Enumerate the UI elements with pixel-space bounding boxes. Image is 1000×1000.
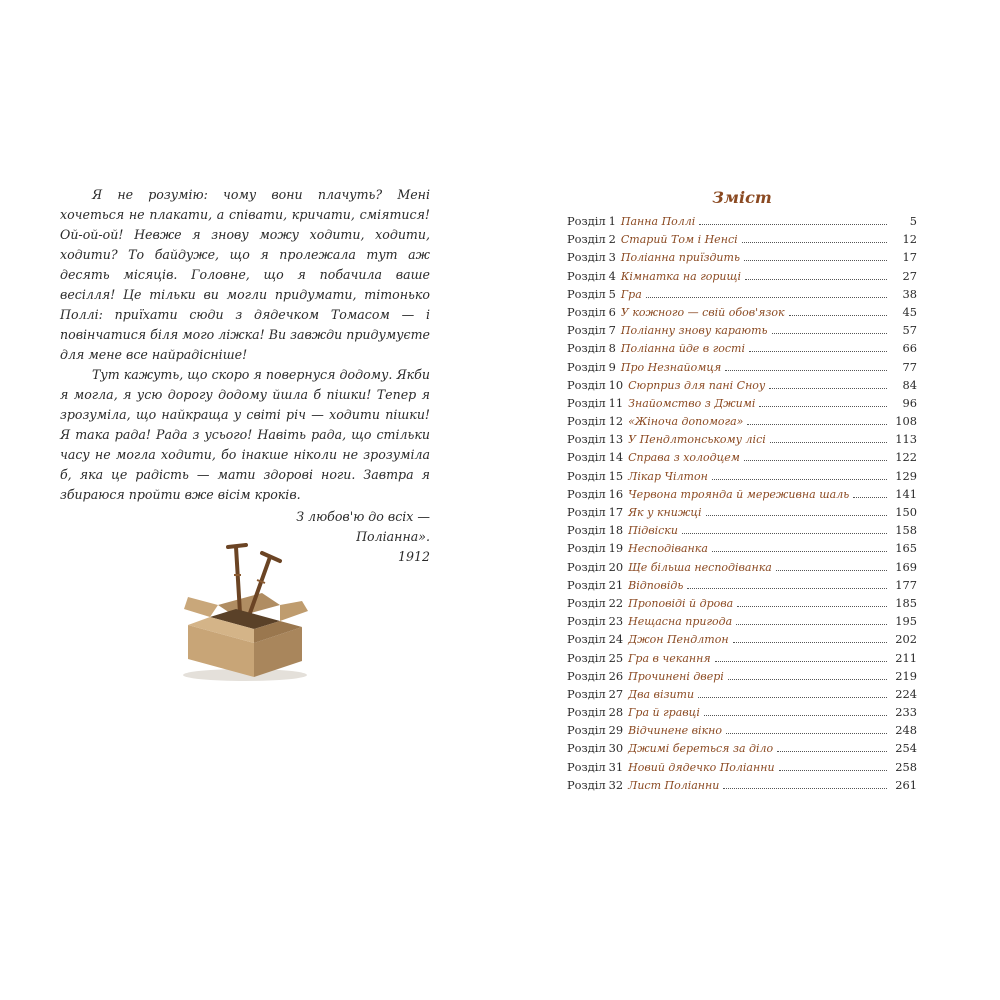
toc-leader-dots <box>777 751 887 752</box>
toc-entry-label <box>567 414 623 428</box>
toc-entry-number: 20 <box>608 559 624 574</box>
toc-entry-word: Розділ <box>567 214 606 228</box>
toc-entry-word: Розділ <box>567 650 606 665</box>
toc-leader-dots <box>747 424 887 425</box>
toc-entry-page: 66 <box>902 341 917 356</box>
toc-entry-title: Поліанну знову карають <box>620 324 768 338</box>
toc-entry-word: Розділ <box>567 777 606 792</box>
toc-entry <box>567 469 917 487</box>
toc-entry-word: Розділ <box>567 468 606 483</box>
toc-entry-word: Розділ <box>567 723 606 738</box>
toc-entry-title: Відчинене вікно <box>628 724 723 738</box>
toc-leader-dots <box>770 442 887 443</box>
toc-entry-number: 11 <box>608 395 624 410</box>
toc-entry-number: 6 <box>608 304 616 319</box>
toc-entry-label <box>567 687 623 701</box>
toc-entry-label <box>567 632 623 646</box>
table-of-contents <box>567 188 917 796</box>
toc-entry-word: Розділ <box>567 686 606 701</box>
toc-entry-title: Несподіванка <box>628 542 708 556</box>
toc-entry-number: 25 <box>608 650 624 665</box>
toc-entry-page: 195 <box>895 614 917 629</box>
toc-entry-page: 17 <box>902 250 917 265</box>
toc-entry <box>567 578 917 596</box>
toc-entry-number: 3 <box>608 250 616 265</box>
toc-entry-word: Розділ <box>567 705 606 720</box>
toc-entry <box>567 323 917 341</box>
toc-entry-number: 9 <box>608 359 616 374</box>
toc-entry-number: 2 <box>608 232 616 247</box>
toc-entry <box>567 523 917 541</box>
toc-entry-label <box>567 505 623 519</box>
toc-entry-title: Старий Том і Ненсі <box>620 233 738 247</box>
toc-entry-page: 77 <box>902 359 917 374</box>
toc-entry <box>567 378 917 396</box>
toc-leader-dots <box>749 351 887 352</box>
toc-leader-dots <box>772 333 887 334</box>
toc-entry-word: Розділ <box>567 523 606 538</box>
toc-entry-page: 108 <box>895 414 917 429</box>
toc-entry-number: 24 <box>608 632 624 647</box>
toc-entry-number: 27 <box>608 686 624 701</box>
toc-entry <box>567 778 917 796</box>
toc-entry-label <box>567 214 616 228</box>
toc-entry <box>567 760 917 778</box>
toc-entry <box>567 705 917 723</box>
toc-entry-label <box>567 360 616 374</box>
letter-closing: З любов'ю до всіх — <box>296 509 430 524</box>
toc-leader-dots <box>776 570 887 571</box>
toc-entry-number: 19 <box>608 541 624 556</box>
toc-entry-number: 16 <box>608 486 624 501</box>
toc-leader-dots <box>646 297 887 298</box>
toc-entry-number: 21 <box>608 577 624 592</box>
toc-entry <box>567 396 917 414</box>
toc-entry-title: Справа з холодцем <box>628 451 740 465</box>
toc-entry-number: 26 <box>608 668 624 683</box>
toc-entry-label <box>567 469 623 483</box>
toc-entry-word: Розділ <box>567 595 606 610</box>
toc-entry-title: Сюрприз для пані Сноу <box>628 378 766 392</box>
toc-entry-page: 150 <box>895 505 917 519</box>
toc-entry-label <box>567 523 623 537</box>
toc-entry-number: 5 <box>608 286 616 301</box>
toc-leader-dots <box>744 260 887 261</box>
toc-entry-number: 10 <box>608 377 624 392</box>
toc-entry-word: Розділ <box>567 559 606 574</box>
toc-entry-number: 31 <box>608 759 624 774</box>
toc-entry-number: 7 <box>608 323 616 338</box>
toc-entry <box>567 505 917 523</box>
toc-entry <box>567 360 917 378</box>
toc-entry-word: Розділ <box>567 632 606 647</box>
toc-entry-page: 177 <box>895 577 917 592</box>
toc-entry-number: 15 <box>608 468 624 483</box>
toc-entry-title: Лікар Чілтон <box>628 469 708 483</box>
toc-entry-word: Розділ <box>567 395 606 410</box>
toc-leader-dots <box>759 406 887 407</box>
toc-entry <box>567 541 917 559</box>
toc-leader-dots <box>779 770 887 771</box>
toc-entry-number: 8 <box>608 341 616 356</box>
toc-entry <box>567 450 917 468</box>
toc-entry-word: Розділ <box>567 377 606 392</box>
letter-page <box>60 185 430 567</box>
letter-paragraph: Я не розумію: чому вони плачуть? Мені хочеться не плакати, а співати, кричати, сміятися! Ой-ой-ой! Невже я знову можу ходити, ходити, ходити? То байдуже, що я пролежала тут аж десять місяців. Головне, що я побачила ваше весілля! Це тільки ви могли придумати, тітонько Поллі: приїхати сюди з дядечком Томасом — і повінчатися біля мого ліжка! Ви завжди придумуєте для мене все найрадісніше! <box>60 187 430 362</box>
toc-entry-label <box>567 378 623 392</box>
toc-entry-label <box>567 760 623 774</box>
toc-entry-title: Гра <box>620 287 642 301</box>
toc-entry-page: 38 <box>902 286 917 301</box>
toc-entry-title: Як у книжці <box>628 506 702 519</box>
toc-entry-word: Розділ <box>567 359 606 374</box>
toc-entry-word: Розділ <box>567 304 606 319</box>
toc-entry-number: 13 <box>608 432 624 447</box>
toc-leader-dots <box>687 588 887 589</box>
toc-entry-title: Поліанна йде в гості <box>620 342 745 356</box>
toc-entry-word: Розділ <box>567 614 606 629</box>
toc-entry <box>567 741 917 759</box>
toc-leader-dots <box>699 224 887 225</box>
toc-entry-word: Розділ <box>567 286 606 301</box>
toc-entry-number: 12 <box>608 414 624 429</box>
toc-entry <box>567 214 917 232</box>
letter-year: 1912 <box>397 549 430 564</box>
toc-entry-label <box>567 305 616 319</box>
toc-leader-dots <box>736 624 887 625</box>
letter-signature: Поліанна». <box>356 529 430 544</box>
toc-entry <box>567 250 917 268</box>
toc-leader-dots <box>723 788 887 789</box>
toc-entry <box>567 596 917 614</box>
toc-entry-title: У Пендлтонському лісі <box>628 433 766 447</box>
toc-entry-number: 30 <box>608 741 624 756</box>
toc-entry-page: 129 <box>895 468 917 483</box>
toc-entry <box>567 305 917 323</box>
toc-leader-dots <box>715 661 887 662</box>
toc-entry-title: Два візити <box>628 687 695 701</box>
toc-entry-word: Розділ <box>567 232 606 247</box>
toc-entry-page: 219 <box>895 668 917 683</box>
toc-entry-page: 96 <box>902 395 917 410</box>
toc-entry-title: Гра в чекання <box>628 651 711 665</box>
toc-entry-page: 158 <box>895 523 917 538</box>
toc-entry-word: Розділ <box>567 505 606 519</box>
toc-entry-word: Розділ <box>567 414 606 429</box>
toc-entry-label <box>567 341 616 355</box>
toc-entry-title: Знайомство з Джимі <box>628 396 756 410</box>
toc-entry <box>567 287 917 305</box>
toc-entry-number: 4 <box>608 268 616 283</box>
toc-entry-label <box>567 432 623 446</box>
toc-entry-number: 23 <box>608 614 624 629</box>
toc-entry-word: Розділ <box>567 668 606 683</box>
toc-entry-page: 224 <box>895 686 917 701</box>
toc-entry-page: 165 <box>895 541 917 556</box>
toc-entry-title: «Жіноча допомога» <box>628 415 744 429</box>
toc-entry-word: Розділ <box>567 577 606 592</box>
toc-entry-number: 18 <box>608 523 624 538</box>
toc-entry-page: 122 <box>895 450 917 465</box>
toc-entry-label <box>567 541 623 555</box>
toc-leader-dots <box>737 606 887 607</box>
toc-entry-label <box>567 778 623 792</box>
toc-entry-label <box>567 614 623 628</box>
toc-entry-number: 1 <box>608 214 616 228</box>
toc-entry-word: Розділ <box>567 486 606 501</box>
toc-entry-label <box>567 741 623 755</box>
toc-entry-label <box>567 723 623 737</box>
toc-entry-title: Панна Поллі <box>620 215 696 228</box>
toc-entry-number: 22 <box>608 595 624 610</box>
toc-entry-title: Новий дядечко Поліанни <box>628 760 775 774</box>
toc-entry-page: 261 <box>895 777 917 792</box>
toc-entry-label <box>567 450 623 464</box>
toc-entry <box>567 432 917 450</box>
toc-entry <box>567 614 917 632</box>
toc-leader-dots <box>698 697 887 698</box>
toc-entry-page: 169 <box>895 559 917 574</box>
toc-entry-word: Розділ <box>567 541 606 556</box>
toc-entry-word: Розділ <box>567 250 606 265</box>
toc-entry-label <box>567 287 616 301</box>
toc-entry-label <box>567 250 616 264</box>
toc-entry <box>567 341 917 359</box>
toc-entry-word: Розділ <box>567 741 606 756</box>
toc-entry <box>567 560 917 578</box>
toc-entry-label <box>567 487 623 501</box>
toc-entry-label <box>567 578 623 592</box>
toc-entry-label <box>567 705 623 719</box>
toc-entry-page: 185 <box>895 595 917 610</box>
toc-entry-page: 45 <box>902 304 917 319</box>
toc-entry-title: Поліанна приїздить <box>620 251 740 265</box>
toc-leader-dots <box>733 642 887 643</box>
toc-entry-word: Розділ <box>567 432 606 447</box>
toc-entry-number: 32 <box>608 777 624 792</box>
toc-entry-word: Розділ <box>567 450 606 465</box>
toc-leader-dots <box>853 497 887 498</box>
toc-entry-page: 113 <box>895 432 917 447</box>
crutches-in-box-illustration <box>170 535 320 685</box>
toc-entry-label <box>567 232 616 246</box>
toc-leader-dots <box>742 242 887 243</box>
toc-entry-page: 248 <box>895 723 917 738</box>
toc-entry-title: Кімнатка на горищі <box>620 269 742 283</box>
toc-entry <box>567 487 917 505</box>
toc-entry-title: Ще більша несподіванка <box>628 560 772 574</box>
toc-leader-dots <box>706 515 887 516</box>
toc-entry-label <box>567 323 616 337</box>
toc-entry-number: 28 <box>608 705 624 720</box>
toc-entry-title: Підвіски <box>628 524 678 538</box>
toc-entry-page: 5 <box>909 214 917 228</box>
toc-leader-dots <box>704 715 887 716</box>
toc-entry-title: Гра й гравці <box>628 706 700 720</box>
toc-entry-page: 211 <box>895 650 917 665</box>
toc-entry-label <box>567 596 623 610</box>
toc-leader-dots <box>769 388 887 389</box>
toc-title: Зміст <box>712 188 772 207</box>
toc-entry <box>567 651 917 669</box>
toc-entry-number: 17 <box>608 505 624 519</box>
toc-leader-dots <box>745 279 887 280</box>
toc-leader-dots <box>789 315 887 316</box>
toc-entry <box>567 414 917 432</box>
toc-entry-title: Відповідь <box>628 578 684 592</box>
toc-leader-dots <box>712 551 887 552</box>
toc-entry <box>567 687 917 705</box>
toc-list <box>567 214 917 796</box>
toc-entry <box>567 723 917 741</box>
toc-entry-label <box>567 560 623 574</box>
toc-entry-number: 29 <box>608 723 624 738</box>
toc-entry-page: 84 <box>902 377 917 392</box>
toc-entry-word: Розділ <box>567 268 606 283</box>
toc-entry-word: Розділ <box>567 759 606 774</box>
toc-leader-dots <box>744 460 887 461</box>
letter-paragraph: Тут кажуть, що скоро я повернуся додому. Якби я могла, я усю дорогу додому йшла б пішки! Тепер я зрозуміла, що найкраща у світі річ — ходити пішки! Я така рада! Рада з усього! Навіть рада, що стільки часу не могла ходити, бо інакше ніколи не зрозуміла б, яка це радість — мати здорові ноги. Завтра я збираюся пройти вже вісім кроків. <box>60 367 430 502</box>
toc-entry-page: 57 <box>902 323 917 338</box>
toc-entry-title: Прочинені двері <box>628 669 724 683</box>
toc-entry-number: 14 <box>608 450 624 465</box>
toc-entry-label <box>567 669 623 683</box>
toc-entry-page: 254 <box>895 741 917 756</box>
toc-entry-label <box>567 269 616 283</box>
toc-leader-dots <box>728 679 887 680</box>
toc-entry-title: Джимі береться за діло <box>628 742 774 756</box>
toc-entry-title: Проповіді й дрова <box>628 596 734 610</box>
toc-entry-title: Нещасна пригода <box>628 615 733 629</box>
toc-entry-title: У кожного — свій обов'язок <box>620 305 785 319</box>
toc-entry-page: 27 <box>902 268 917 283</box>
toc-entry <box>567 269 917 287</box>
toc-leader-dots <box>682 533 887 534</box>
toc-entry-title: Про Незнайомця <box>620 360 722 374</box>
toc-entry-label <box>567 651 623 665</box>
toc-entry <box>567 632 917 650</box>
toc-entry-title: Джон Пендлтон <box>628 633 729 647</box>
toc-entry-title: Червона троянда й мереживна шаль <box>628 487 850 501</box>
toc-entry-page: 202 <box>895 632 917 647</box>
toc-entry <box>567 232 917 250</box>
toc-entry-title: Лист Поліанни <box>628 778 720 792</box>
toc-entry-page: 258 <box>895 759 917 774</box>
toc-entry-word: Розділ <box>567 341 606 356</box>
toc-entry-page: 141 <box>895 486 917 501</box>
toc-leader-dots <box>712 479 887 480</box>
toc-leader-dots <box>725 370 887 371</box>
toc-entry-word: Розділ <box>567 323 606 338</box>
toc-entry-page: 12 <box>902 232 917 247</box>
toc-entry-label <box>567 396 623 410</box>
toc-entry <box>567 669 917 687</box>
toc-leader-dots <box>726 733 887 734</box>
toc-entry-page: 233 <box>895 705 917 720</box>
